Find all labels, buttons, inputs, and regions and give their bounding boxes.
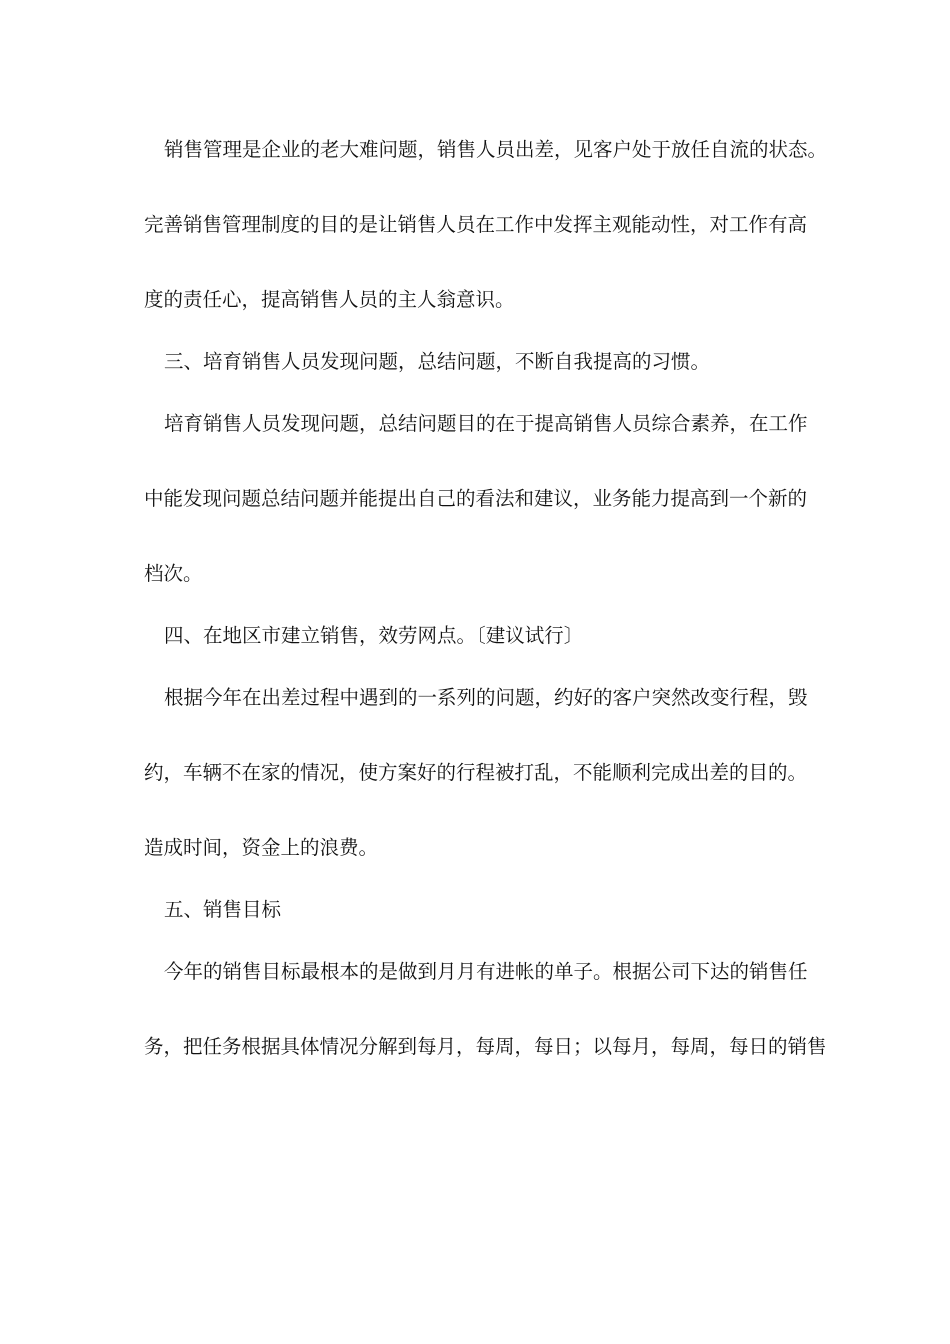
paragraph-line: 今年的销售目标最根本的是做到月月有进帐的单子。根据公司下达的销售任	[164, 960, 808, 983]
paragraph-line: 造成时间，资金上的浪费。	[144, 836, 379, 859]
section-heading: 五、销售目标	[164, 898, 282, 921]
section-heading: 四、在地区市建立销售，效劳网点。〔建议试行〕	[164, 624, 584, 647]
paragraph-line: 中能发现问题总结问题并能提出自己的看法和建议，业务能力提高到一个新的	[144, 487, 808, 510]
section-heading: 三、培育销售人员发现问题，总结问题，不断自我提高的习惯。	[164, 350, 711, 373]
paragraph-line: 培育销售人员发现问题，总结问题目的在于提高销售人员综合素养，在工作	[164, 412, 808, 435]
paragraph-line: 度的责任心，提高销售人员的主人翁意识。	[144, 288, 515, 311]
paragraph-line: 约，车辆不在家的情况，使方案好的行程被打乱，不能顺利完成出差的目的。	[144, 761, 808, 784]
paragraph-line: 务，把任务根据具体情况分解到每月，每周，每日；以每月，每周，每日的销售	[144, 1035, 827, 1058]
paragraph-line: 根据今年在出差过程中遇到的一系列的问题，约好的客户突然改变行程，毁	[164, 686, 808, 709]
paragraph-line: 完善销售管理制度的目的是让销售人员在工作中发挥主观能动性，对工作有高	[144, 213, 808, 236]
paragraph-line: 档次。	[144, 562, 203, 585]
paragraph-line: 销售管理是企业的老大难问题，销售人员出差，见客户处于放任自流的状态。	[164, 138, 828, 161]
